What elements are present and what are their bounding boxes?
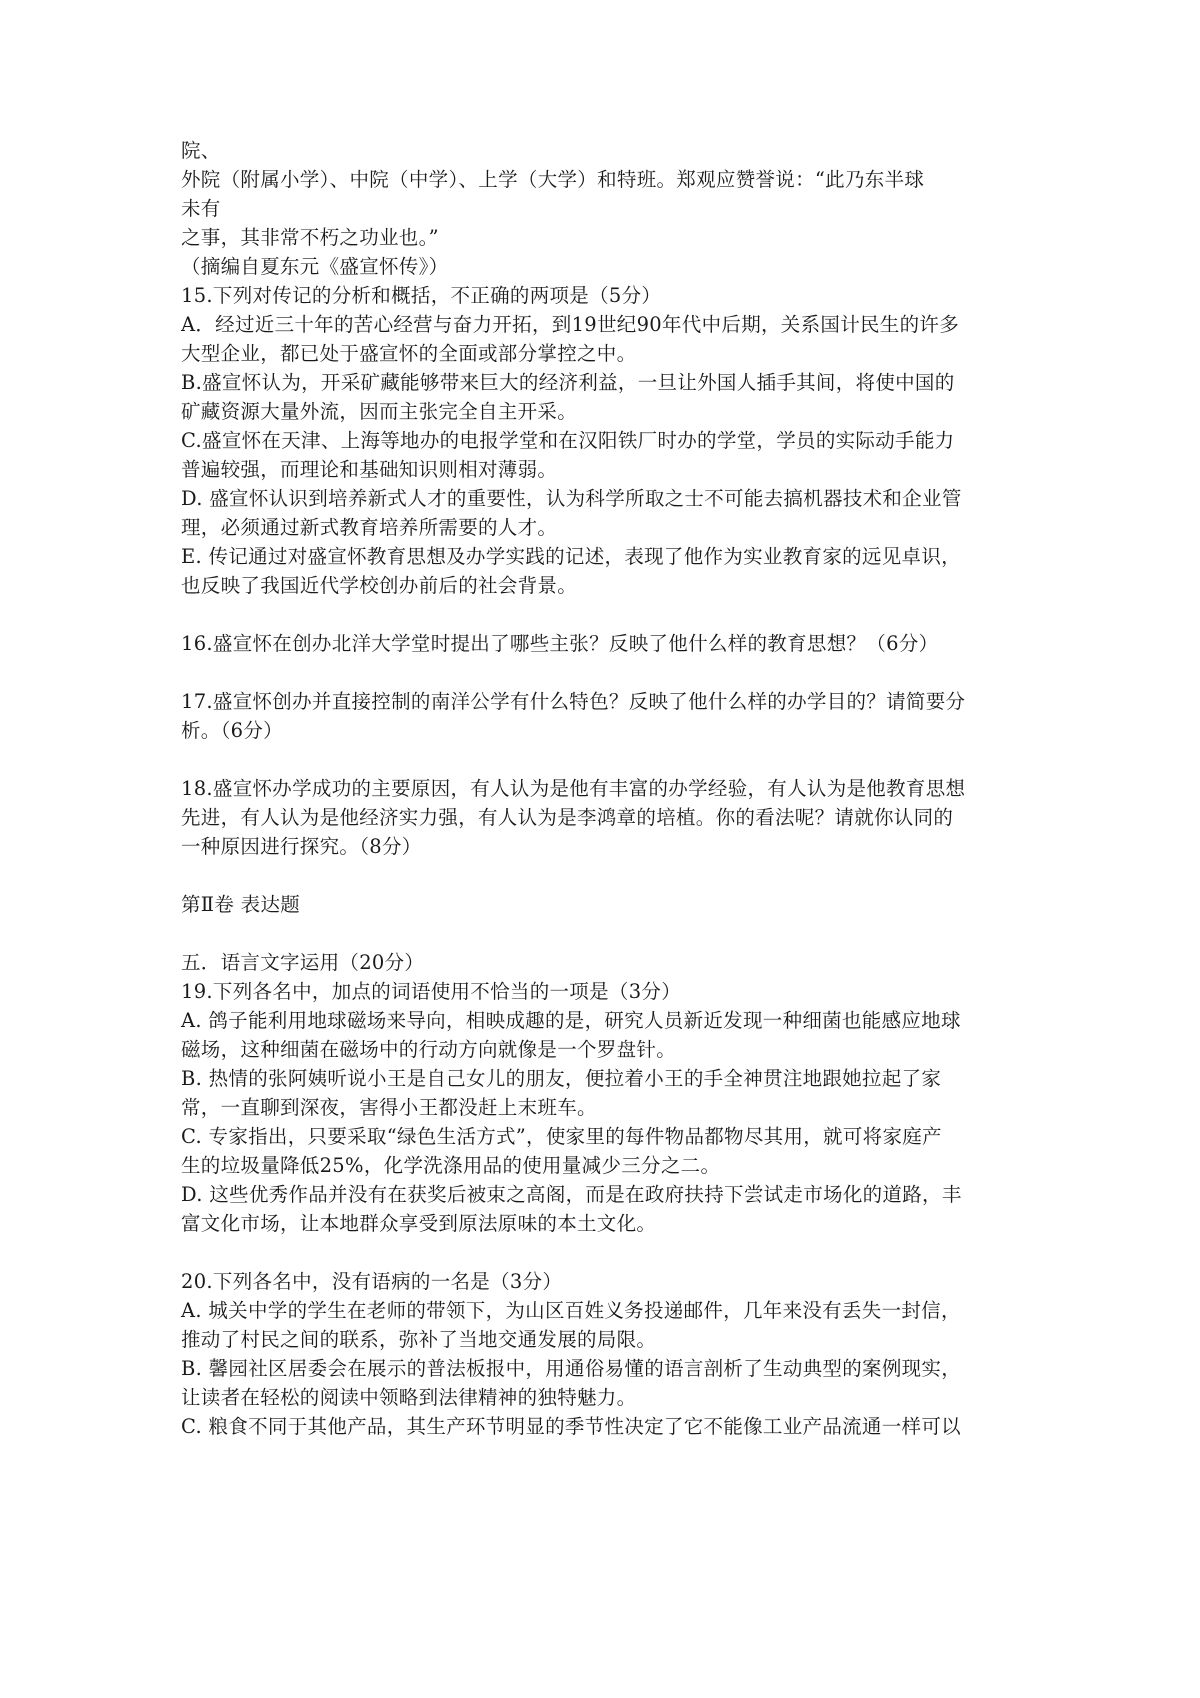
text-line: 17.盛宣怀创办并直接控制的南洋公学有什么特色？反映了他什么样的办学目的？请简要分	[181, 690, 966, 713]
text-line: E. 传记通过对盛宣怀教育思想及办学实践的记述，表现了他作为实业教育家的远见卓识，	[181, 545, 961, 568]
blank-line	[181, 1238, 1041, 1267]
text-line: 生的垃圾量降低25%，化学洗涤用品的使用量减少三分之二。	[181, 1154, 721, 1177]
text-line: C. 专家指出，只要采取“绿色生活方式”，使家里的每件物品都物尽其用，就可将家庭产	[181, 1125, 942, 1148]
text-line: 五．语言文字运用（20分）	[181, 951, 425, 974]
text-line: 让读者在轻松的阅读中领略到法律精神的独特魅力。	[181, 1386, 637, 1409]
text-line: C.盛宣怀在天津、上海等地办的电报学堂和在汉阳铁厂时办的学堂，学员的实际动手能力	[181, 429, 955, 452]
text-line: D. 盛宣怀认识到培养新式人才的重要性，认为科学所取之士不可能去搞机器技术和企业管	[181, 487, 962, 510]
blank-line	[181, 861, 1041, 890]
text-line: 理，必须通过新式教育培养所需要的人才。	[181, 516, 558, 539]
text-line: 第Ⅱ卷 表达题	[181, 893, 301, 916]
text-line: D. 这些优秀作品并没有在获奖后被束之高阁，而是在政府扶持下尝试走市场化的道路，丰	[181, 1183, 962, 1206]
blank-line	[181, 919, 1041, 948]
text-line: B. 馨园社区居委会在展示的普法板报中，用通俗易懂的语言剖析了生动典型的案例现实，	[181, 1357, 962, 1380]
text-line: 一种原因进行探究。（8分）	[181, 835, 422, 858]
text-line: B. 热情的张阿姨听说小王是自己女儿的朋友，便拉着小王的手全神贯注地跟她拉起了家	[181, 1067, 942, 1090]
text-line: 富文化市场，让本地群众享受到原法原味的本土文化。	[181, 1212, 657, 1235]
blank-line	[181, 600, 1041, 629]
text-line: C. 粮食不同于其他产品，其生产环节明显的季节性决定了它不能像工业产品流通一样可以	[181, 1415, 961, 1438]
text-line: A. 鸽子能利用地球磁场来导向，相映成趣的是，研究人员新近发现一种细菌也能感应地球	[181, 1009, 961, 1032]
text-line: 之事，其非常不朽之功业也。”	[181, 226, 439, 249]
text-line: 外院（附属小学）、中院（中学）、上学（大学）和特班。郑观应赞誉说：“此乃东半球	[181, 168, 925, 191]
text-line: 常，一直聊到深夜，害得小王都没赶上末班车。	[181, 1096, 597, 1119]
text-line: 大型企业，都已处于盛宣怀的全面或部分掌控之中。	[181, 342, 637, 365]
text-line: 未有	[181, 197, 221, 220]
text-line: 也反映了我国近代学校创办前后的社会背景。	[181, 574, 578, 597]
text-line: A. 城关中学的学生在老师的带领下，为山区百姓义务投递邮件，几年来没有丢失一封信，	[181, 1299, 961, 1322]
text-line: 18.盛宣怀办学成功的主要原因，有人认为是他有丰富的办学经验，有人认为是他教育思想	[181, 777, 966, 800]
text-line: 析。（6分）	[181, 719, 283, 742]
text-line: 推动了村民之间的联系，弥补了当地交通发展的局限。	[181, 1328, 657, 1351]
text-line: 先进，有人认为是他经济实力强，有人认为是李鸿章的培植。你的看法呢？请就你认同的	[181, 806, 954, 829]
document-page	[181, 136, 1041, 1441]
blank-line	[181, 658, 1041, 687]
text-line: 普遍较强，而理论和基础知识则相对薄弱。	[181, 458, 558, 481]
text-line: 矿藏资源大量外流，因而主张完全自主开采。	[181, 400, 578, 423]
text-line: 19.下列各名中，加点的词语使用不恰当的一项是（3分）	[181, 980, 682, 1003]
text-line: A．经过近三十年的苦心经营与奋力开拓，到19世纪90年代中后期，关系国计民生的许多	[181, 313, 960, 336]
text-line: （摘编自夏东元《盛宣怀传》）	[181, 255, 449, 278]
text-line: 磁场，这种细菌在磁场中的行动方向就像是一个罗盘针。	[181, 1038, 677, 1061]
text-line: 15.下列对传记的分析和概括，不正确的两项是（5分）	[181, 284, 662, 307]
blank-line	[181, 745, 1041, 774]
text-line: 院、	[181, 139, 221, 162]
text-line: B.盛宣怀认为，开采矿藏能够带来巨大的经济利益，一旦让外国人插手其间，将使中国的	[181, 371, 955, 394]
text-line: 16.盛宣怀在创办北洋大学堂时提出了哪些主张？反映了他什么样的教育思想？（6分）	[181, 632, 939, 655]
text-line: 20.下列各名中，没有语病的一名是（3分）	[181, 1270, 563, 1293]
